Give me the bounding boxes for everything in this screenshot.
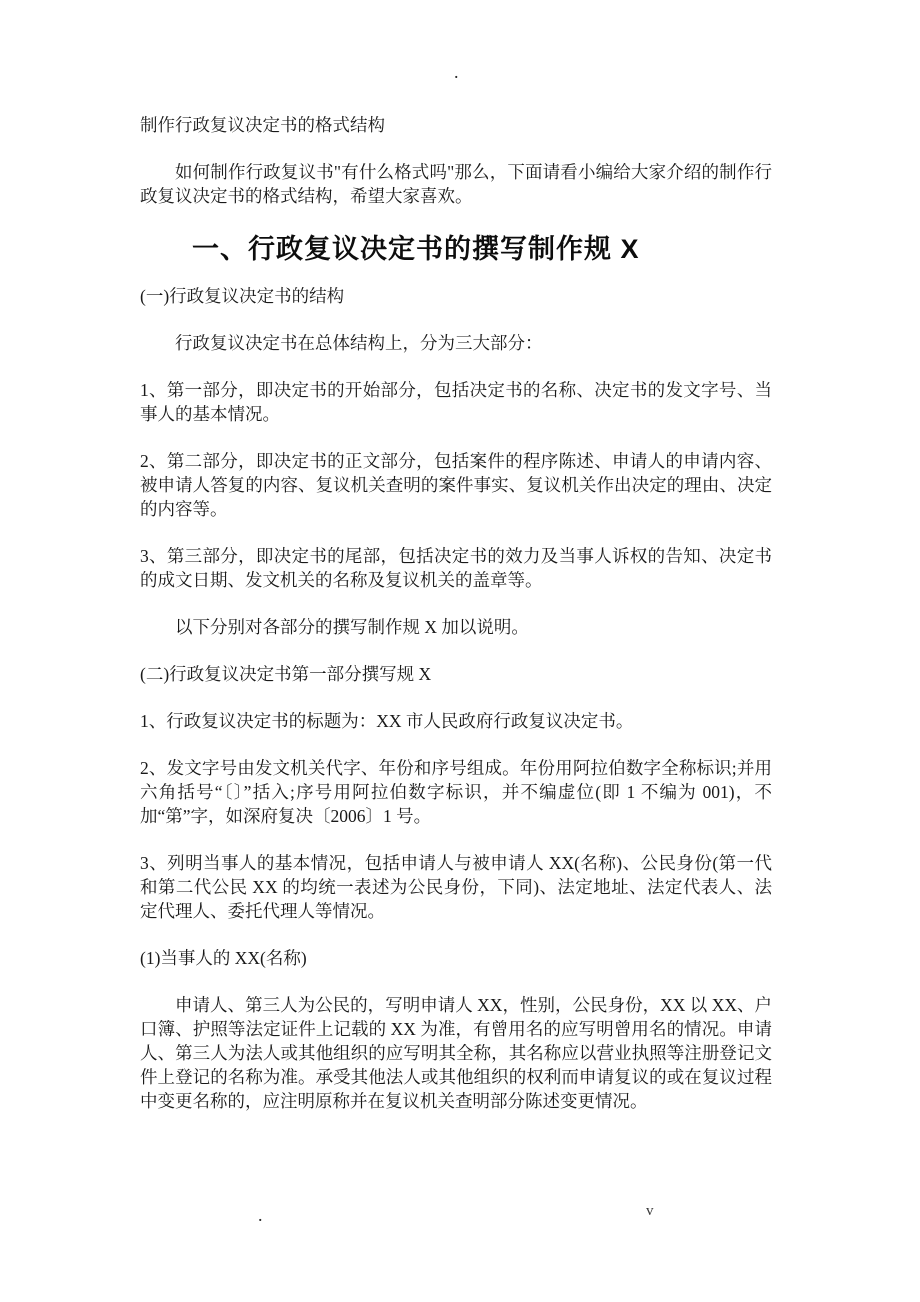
party-naming-paragraph: 申请人、第三人为公民的，写明申请人 XX，性别，公民身份，XX 以 XX、户口簿、护照等法定证件上记载的 XX 为准，有曾用名的应写明曾用名的情况。申请人、第三人为法人或其他组织的应写明其全称，其名称应以营业执照等注册登记文件上登记的名称为准。承受其他法人或其他组织的权利而申请复议的或在复议过程中变更名称的，应注明原称并在复议机关查明部分陈述变更情况。 <box>140 995 772 1111</box>
section-1-heading: 一、行政复议决定书的撰写制作规 X <box>192 234 640 264</box>
doc-title: 制作行政复议决定书的格式结构 <box>140 115 385 135</box>
item-1-title-paragraph: 1、行政复议决定书的标题为：XX 市人民政府行政复议决定书。 <box>140 711 634 731</box>
document-content <box>140 0 772 1136</box>
structure-overview-paragraph: 行政复议决定书在总体结构上，分为三大部分： <box>175 333 543 353</box>
top-center-dot-mark: . <box>454 62 459 82</box>
item-3-parties-paragraph: 3、列明当事人的基本情况，包括申请人与被申请人 XX(名称)、公民身份(第一代和第二代公民 XX 的均统一表述为公民身份，下同)、法定地址、法定代表人、法定代理人、委托代理人等情况。 <box>140 853 772 921</box>
part-1-paragraph: 1、第一部分，即决定书的开始部分，包括决定书的名称、决定书的发文字号、当事人的基本情况。 <box>140 380 772 424</box>
item-2-docnumber-paragraph: 2、发文字号由发文机关代字、年份和序号组成。年份用阿拉伯数字全称标识;并用六角括号“〔〕”括入;序号用阿拉伯数字标识，并不编虚位(即 1 不编为 001)，不加“第”字，如深府复决〔2006〕1 号。 <box>140 758 772 826</box>
part-3-paragraph: 3、第三部分，即决定书的尾部，包括决定书的效力及当事人诉权的告知、决定书的成文日期、发文机关的名称及复议机关的盖章等。 <box>140 546 772 590</box>
sub-item-1-label: (1)当事人的 XX(名称) <box>140 948 307 968</box>
transition-paragraph: 以下分别对各部分的撰写制作规 X 加以说明。 <box>175 617 529 637</box>
bottom-right-v-mark: v <box>646 1203 654 1219</box>
subsection-2-label: (二)行政复议决定书第一部分撰写规 X <box>140 664 432 684</box>
subsection-1-label: (一)行政复议决定书的结构 <box>140 286 345 306</box>
intro-paragraph: 如何制作行政复议书"有什么格式吗"那么，下面请看小编给大家介绍的制作行政复议决定书的格式结构，希望大家喜欢。 <box>140 162 772 206</box>
part-2-paragraph: 2、第二部分，即决定书的正文部分，包括案件的程序陈述、申请人的申请内容、被申请人答复的内容、复议机关查明的案件事实、复议机关作出决定的理由、决定的内容等。 <box>140 451 772 519</box>
bottom-left-dot-mark: . <box>258 1205 263 1225</box>
